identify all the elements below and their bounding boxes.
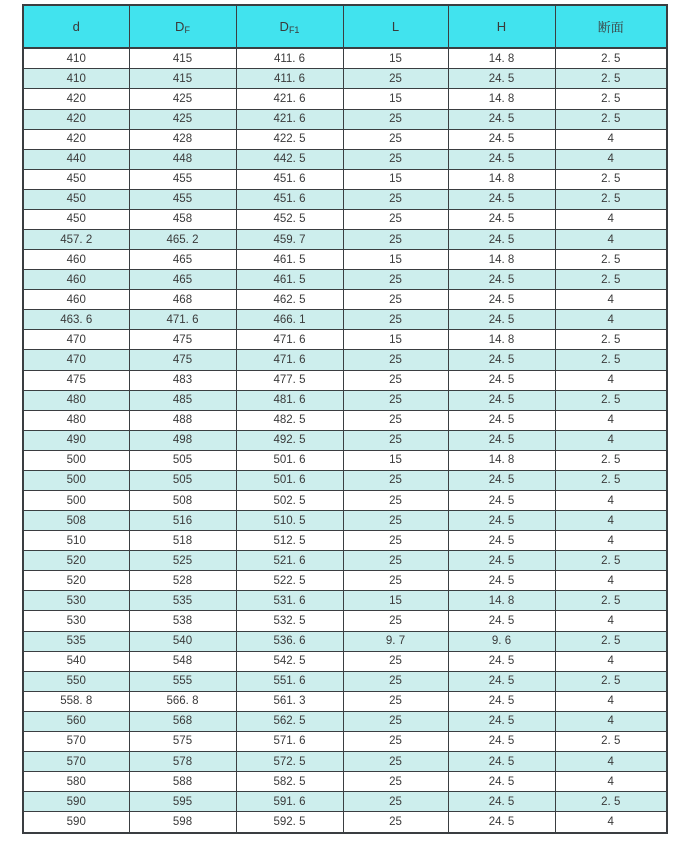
cell-d: 510 xyxy=(23,531,129,551)
cell-l: 15 xyxy=(343,591,448,611)
cell-l: 25 xyxy=(343,69,448,89)
cell-l: 15 xyxy=(343,89,448,109)
cell-df: 528 xyxy=(129,571,236,591)
table-row xyxy=(23,270,667,290)
table-row xyxy=(23,611,667,631)
cell-df: 485 xyxy=(129,390,236,410)
col-header-l xyxy=(343,5,448,48)
cell-section: 2. 5 xyxy=(555,671,667,691)
cell-d: 550 xyxy=(23,671,129,691)
cell-h: 24. 5 xyxy=(448,430,555,450)
cell-df: 538 xyxy=(129,611,236,631)
cell-d: 470 xyxy=(23,330,129,350)
cell-h: 24. 5 xyxy=(448,290,555,310)
cell-section: 2. 5 xyxy=(555,270,667,290)
cell-l: 15 xyxy=(343,169,448,189)
cell-df: 578 xyxy=(129,752,236,772)
col-header-label: D xyxy=(175,19,185,34)
cell-l: 25 xyxy=(343,129,448,149)
cell-l: 9. 7 xyxy=(343,631,448,651)
cell-l: 25 xyxy=(343,229,448,249)
cell-df1: 422. 5 xyxy=(236,129,343,149)
cell-l: 25 xyxy=(343,350,448,370)
cell-l: 25 xyxy=(343,792,448,812)
header-row xyxy=(23,5,667,48)
cell-df1: 481. 6 xyxy=(236,390,343,410)
cell-section: 4 xyxy=(555,511,667,531)
cell-section: 4 xyxy=(555,752,667,772)
col-header-d xyxy=(23,5,129,48)
cell-d: 420 xyxy=(23,129,129,149)
cell-df1: 501. 6 xyxy=(236,470,343,490)
table-row xyxy=(23,209,667,229)
cell-h: 14. 8 xyxy=(448,250,555,270)
table-row xyxy=(23,691,667,711)
cell-h: 24. 5 xyxy=(448,209,555,229)
cell-section: 4 xyxy=(555,149,667,169)
cell-df: 448 xyxy=(129,149,236,169)
cell-section: 4 xyxy=(555,310,667,330)
cell-df: 458 xyxy=(129,209,236,229)
cell-df: 425 xyxy=(129,109,236,129)
cell-l: 25 xyxy=(343,691,448,711)
cell-df1: 531. 6 xyxy=(236,591,343,611)
cell-h: 14. 8 xyxy=(448,450,555,470)
cell-df: 508 xyxy=(129,491,236,511)
cell-h: 14. 8 xyxy=(448,591,555,611)
table-row xyxy=(23,551,667,571)
cell-section: 4 xyxy=(555,491,667,511)
col-header-label: D xyxy=(279,19,289,34)
table-row xyxy=(23,129,667,149)
cell-d: 450 xyxy=(23,189,129,209)
cell-h: 24. 5 xyxy=(448,491,555,511)
cell-h: 24. 5 xyxy=(448,109,555,129)
cell-section: 2. 5 xyxy=(555,189,667,209)
cell-section: 2. 5 xyxy=(555,390,667,410)
cell-df1: 451. 6 xyxy=(236,189,343,209)
table-row xyxy=(23,711,667,731)
cell-df1: 411. 6 xyxy=(236,69,343,89)
cell-df1: 521. 6 xyxy=(236,551,343,571)
cell-h: 24. 5 xyxy=(448,350,555,370)
cell-section: 4 xyxy=(555,772,667,792)
table-row xyxy=(23,250,667,270)
spec-table xyxy=(22,4,668,834)
cell-section: 4 xyxy=(555,812,667,833)
cell-l: 25 xyxy=(343,370,448,390)
table-row xyxy=(23,531,667,551)
cell-l: 15 xyxy=(343,450,448,470)
table-row xyxy=(23,109,667,129)
cell-df: 595 xyxy=(129,792,236,812)
cell-section: 2. 5 xyxy=(555,792,667,812)
cell-h: 24. 5 xyxy=(448,470,555,490)
cell-df1: 451. 6 xyxy=(236,169,343,189)
col-header-label: 断面 xyxy=(597,20,624,35)
cell-df: 455 xyxy=(129,169,236,189)
cell-h: 24. 5 xyxy=(448,571,555,591)
cell-df: 566. 8 xyxy=(129,691,236,711)
cell-df1: 582. 5 xyxy=(236,772,343,792)
cell-df: 535 xyxy=(129,591,236,611)
cell-h: 24. 5 xyxy=(448,270,555,290)
table-body xyxy=(23,48,667,833)
cell-section: 4 xyxy=(555,571,667,591)
cell-h: 24. 5 xyxy=(448,812,555,833)
cell-h: 24. 5 xyxy=(448,229,555,249)
table-row xyxy=(23,792,667,812)
cell-l: 25 xyxy=(343,109,448,129)
cell-d: 480 xyxy=(23,390,129,410)
cell-l: 25 xyxy=(343,470,448,490)
cell-df1: 532. 5 xyxy=(236,611,343,631)
cell-l: 25 xyxy=(343,209,448,229)
col-header-df xyxy=(129,5,236,48)
cell-section: 4 xyxy=(555,430,667,450)
table-row xyxy=(23,330,667,350)
cell-section: 2. 5 xyxy=(555,250,667,270)
cell-df1: 510. 5 xyxy=(236,511,343,531)
cell-d: 463. 6 xyxy=(23,310,129,330)
cell-h: 24. 5 xyxy=(448,69,555,89)
cell-d: 590 xyxy=(23,792,129,812)
table-row xyxy=(23,631,667,651)
table-row xyxy=(23,752,667,772)
cell-df1: 562. 5 xyxy=(236,711,343,731)
table-row xyxy=(23,470,667,490)
cell-df1: 492. 5 xyxy=(236,430,343,450)
cell-h: 9. 6 xyxy=(448,631,555,651)
cell-d: 520 xyxy=(23,551,129,571)
cell-section: 4 xyxy=(555,531,667,551)
cell-h: 24. 5 xyxy=(448,752,555,772)
col-header-label: d xyxy=(72,19,80,34)
cell-df: 525 xyxy=(129,551,236,571)
cell-h: 24. 5 xyxy=(448,772,555,792)
cell-df1: 572. 5 xyxy=(236,752,343,772)
cell-d: 520 xyxy=(23,571,129,591)
cell-l: 25 xyxy=(343,551,448,571)
table-row xyxy=(23,591,667,611)
cell-df: 468 xyxy=(129,290,236,310)
table-row xyxy=(23,571,667,591)
cell-l: 15 xyxy=(343,48,448,69)
cell-df1: 501. 6 xyxy=(236,450,343,470)
cell-df1: 522. 5 xyxy=(236,571,343,591)
cell-section: 2. 5 xyxy=(555,450,667,470)
cell-section: 2. 5 xyxy=(555,109,667,129)
cell-df: 598 xyxy=(129,812,236,833)
cell-d: 450 xyxy=(23,209,129,229)
cell-h: 24. 5 xyxy=(448,410,555,430)
cell-section: 2. 5 xyxy=(555,731,667,751)
cell-h: 24. 5 xyxy=(448,129,555,149)
cell-df1: 536. 6 xyxy=(236,631,343,651)
cell-l: 25 xyxy=(343,571,448,591)
cell-df: 415 xyxy=(129,69,236,89)
cell-section: 2. 5 xyxy=(555,169,667,189)
cell-section: 2. 5 xyxy=(555,631,667,651)
cell-h: 24. 5 xyxy=(448,390,555,410)
cell-l: 25 xyxy=(343,290,448,310)
cell-l: 25 xyxy=(343,731,448,751)
cell-d: 558. 8 xyxy=(23,691,129,711)
table-row xyxy=(23,410,667,430)
cell-df1: 471. 6 xyxy=(236,330,343,350)
cell-df: 455 xyxy=(129,189,236,209)
table-row xyxy=(23,89,667,109)
cell-l: 25 xyxy=(343,310,448,330)
cell-df: 516 xyxy=(129,511,236,531)
table-row xyxy=(23,812,667,833)
cell-df: 548 xyxy=(129,651,236,671)
cell-d: 490 xyxy=(23,430,129,450)
col-header-h xyxy=(448,5,555,48)
table-row xyxy=(23,772,667,792)
table-row xyxy=(23,450,667,470)
cell-df1: 462. 5 xyxy=(236,290,343,310)
cell-df1: 592. 5 xyxy=(236,812,343,833)
table-row xyxy=(23,149,667,169)
cell-section: 2. 5 xyxy=(555,89,667,109)
cell-l: 25 xyxy=(343,511,448,531)
cell-l: 25 xyxy=(343,491,448,511)
cell-d: 460 xyxy=(23,290,129,310)
cell-df: 465. 2 xyxy=(129,229,236,249)
cell-h: 24. 5 xyxy=(448,189,555,209)
cell-h: 24. 5 xyxy=(448,611,555,631)
cell-df: 428 xyxy=(129,129,236,149)
table-row xyxy=(23,651,667,671)
cell-section: 4 xyxy=(555,229,667,249)
cell-df: 540 xyxy=(129,631,236,651)
cell-h: 24. 5 xyxy=(448,731,555,751)
cell-section: 4 xyxy=(555,611,667,631)
col-header-label: H xyxy=(496,19,507,34)
cell-d: 590 xyxy=(23,812,129,833)
cell-l: 25 xyxy=(343,752,448,772)
cell-df: 471. 6 xyxy=(129,310,236,330)
cell-df: 575 xyxy=(129,731,236,751)
cell-df1: 571. 6 xyxy=(236,731,343,751)
cell-l: 25 xyxy=(343,611,448,631)
col-header-label: L xyxy=(391,19,400,34)
cell-d: 570 xyxy=(23,752,129,772)
cell-d: 560 xyxy=(23,711,129,731)
cell-d: 420 xyxy=(23,109,129,129)
cell-section: 4 xyxy=(555,129,667,149)
cell-section: 2. 5 xyxy=(555,330,667,350)
cell-l: 25 xyxy=(343,430,448,450)
cell-d: 500 xyxy=(23,491,129,511)
cell-section: 4 xyxy=(555,209,667,229)
cell-l: 25 xyxy=(343,390,448,410)
cell-l: 25 xyxy=(343,531,448,551)
table-row xyxy=(23,69,667,89)
cell-section: 2. 5 xyxy=(555,551,667,571)
cell-section: 2. 5 xyxy=(555,69,667,89)
cell-l: 25 xyxy=(343,410,448,430)
cell-h: 14. 8 xyxy=(448,330,555,350)
cell-l: 25 xyxy=(343,711,448,731)
cell-d: 535 xyxy=(23,631,129,651)
cell-section: 4 xyxy=(555,711,667,731)
cell-h: 24. 5 xyxy=(448,531,555,551)
cell-l: 15 xyxy=(343,250,448,270)
table-row xyxy=(23,310,667,330)
cell-section: 2. 5 xyxy=(555,470,667,490)
table-row xyxy=(23,491,667,511)
cell-h: 24. 5 xyxy=(448,551,555,571)
cell-df: 425 xyxy=(129,89,236,109)
cell-df1: 482. 5 xyxy=(236,410,343,430)
cell-section: 4 xyxy=(555,651,667,671)
cell-d: 410 xyxy=(23,69,129,89)
cell-l: 25 xyxy=(343,270,448,290)
cell-df: 505 xyxy=(129,470,236,490)
cell-df: 505 xyxy=(129,450,236,470)
table-row xyxy=(23,169,667,189)
cell-h: 24. 5 xyxy=(448,691,555,711)
cell-d: 500 xyxy=(23,470,129,490)
cell-df: 475 xyxy=(129,350,236,370)
cell-d: 460 xyxy=(23,270,129,290)
col-header-subscript: F xyxy=(184,25,190,35)
col-header-section xyxy=(555,5,667,48)
cell-df: 488 xyxy=(129,410,236,430)
cell-df1: 561. 3 xyxy=(236,691,343,711)
cell-h: 24. 5 xyxy=(448,671,555,691)
cell-h: 24. 5 xyxy=(448,711,555,731)
cell-df1: 466. 1 xyxy=(236,310,343,330)
cell-df: 498 xyxy=(129,430,236,450)
cell-section: 2. 5 xyxy=(555,350,667,370)
cell-d: 580 xyxy=(23,772,129,792)
cell-d: 460 xyxy=(23,250,129,270)
cell-l: 25 xyxy=(343,772,448,792)
cell-h: 14. 8 xyxy=(448,48,555,69)
cell-h: 24. 5 xyxy=(448,511,555,531)
cell-h: 24. 5 xyxy=(448,149,555,169)
cell-d: 470 xyxy=(23,350,129,370)
cell-h: 24. 5 xyxy=(448,370,555,390)
cell-df1: 477. 5 xyxy=(236,370,343,390)
cell-df: 518 xyxy=(129,531,236,551)
cell-h: 24. 5 xyxy=(448,310,555,330)
cell-df: 568 xyxy=(129,711,236,731)
cell-h: 24. 5 xyxy=(448,651,555,671)
cell-df1: 452. 5 xyxy=(236,209,343,229)
cell-d: 508 xyxy=(23,511,129,531)
table-row xyxy=(23,290,667,310)
cell-df1: 512. 5 xyxy=(236,531,343,551)
cell-d: 450 xyxy=(23,169,129,189)
cell-df: 475 xyxy=(129,330,236,350)
cell-d: 410 xyxy=(23,48,129,69)
cell-h: 14. 8 xyxy=(448,89,555,109)
cell-h: 24. 5 xyxy=(448,792,555,812)
table-row xyxy=(23,430,667,450)
cell-df: 415 xyxy=(129,48,236,69)
col-header-df1 xyxy=(236,5,343,48)
table-row xyxy=(23,671,667,691)
cell-df1: 411. 6 xyxy=(236,48,343,69)
cell-df: 555 xyxy=(129,671,236,691)
table-header xyxy=(23,5,667,48)
cell-df1: 461. 5 xyxy=(236,250,343,270)
cell-df: 483 xyxy=(129,370,236,390)
cell-l: 15 xyxy=(343,330,448,350)
cell-df: 465 xyxy=(129,270,236,290)
table-row xyxy=(23,731,667,751)
cell-section: 4 xyxy=(555,290,667,310)
cell-df1: 471. 6 xyxy=(236,350,343,370)
cell-section: 2. 5 xyxy=(555,591,667,611)
cell-d: 540 xyxy=(23,651,129,671)
table-row xyxy=(23,511,667,531)
cell-section: 4 xyxy=(555,370,667,390)
cell-df1: 459. 7 xyxy=(236,229,343,249)
cell-df1: 421. 6 xyxy=(236,109,343,129)
cell-d: 500 xyxy=(23,450,129,470)
cell-df1: 542. 5 xyxy=(236,651,343,671)
cell-l: 25 xyxy=(343,651,448,671)
cell-section: 4 xyxy=(555,691,667,711)
cell-df1: 551. 6 xyxy=(236,671,343,691)
cell-d: 420 xyxy=(23,89,129,109)
cell-df: 465 xyxy=(129,250,236,270)
table-row xyxy=(23,350,667,370)
table-row xyxy=(23,48,667,69)
table-row xyxy=(23,189,667,209)
cell-d: 440 xyxy=(23,149,129,169)
table-row xyxy=(23,229,667,249)
cell-d: 530 xyxy=(23,611,129,631)
cell-d: 530 xyxy=(23,591,129,611)
table-row xyxy=(23,390,667,410)
col-header-subscript: F1 xyxy=(288,25,300,35)
cell-l: 25 xyxy=(343,671,448,691)
cell-df1: 461. 5 xyxy=(236,270,343,290)
cell-section: 2. 5 xyxy=(555,48,667,69)
cell-df1: 591. 6 xyxy=(236,792,343,812)
cell-d: 570 xyxy=(23,731,129,751)
cell-d: 480 xyxy=(23,410,129,430)
cell-d: 475 xyxy=(23,370,129,390)
table-row xyxy=(23,370,667,390)
cell-df1: 442. 5 xyxy=(236,149,343,169)
cell-l: 25 xyxy=(343,189,448,209)
cell-d: 457. 2 xyxy=(23,229,129,249)
cell-df1: 421. 6 xyxy=(236,89,343,109)
cell-df: 588 xyxy=(129,772,236,792)
cell-l: 25 xyxy=(343,149,448,169)
cell-section: 4 xyxy=(555,410,667,430)
cell-df1: 502. 5 xyxy=(236,491,343,511)
cell-h: 14. 8 xyxy=(448,169,555,189)
cell-l: 25 xyxy=(343,812,448,833)
